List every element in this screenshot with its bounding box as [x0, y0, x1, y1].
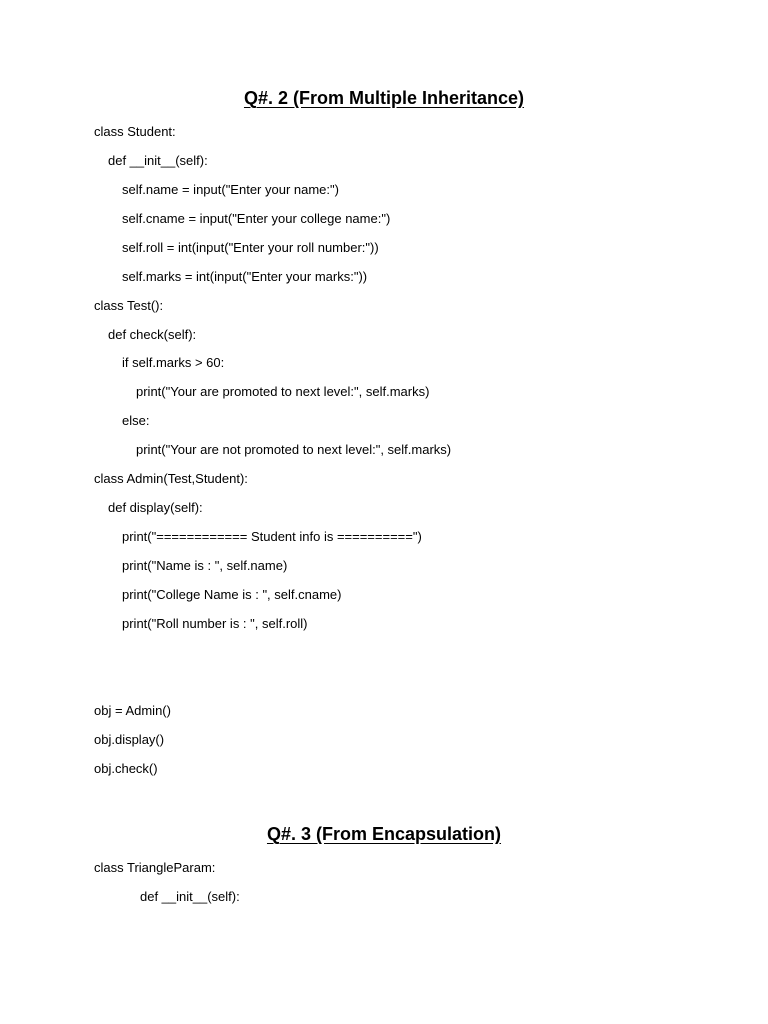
code-line: print("College Name is : ", self.cname) — [122, 587, 342, 602]
code-line: class Admin(Test,Student): — [94, 471, 248, 486]
code-line: class Student: — [94, 124, 176, 139]
section-heading-q2: Q#. 2 (From Multiple Inheritance) — [243, 88, 525, 108]
code-line: self.name = input("Enter your name:") — [122, 182, 339, 197]
code-line: def display(self): — [108, 500, 203, 515]
code-line: def __init__(self): — [108, 153, 208, 168]
code-line: else: — [122, 413, 150, 428]
code-line: self.roll = int(input("Enter your roll number:")) — [122, 240, 379, 255]
code-line: if self.marks > 60: — [122, 355, 225, 370]
code-line: print("Your are not promoted to next level:", self.marks) — [136, 442, 452, 457]
code-line: print("Name is : ", self.name) — [122, 558, 288, 573]
code-line: obj = Admin() — [94, 703, 171, 718]
code-line: print("============ Student info is ==========") — [122, 529, 422, 544]
code-line: self.marks = int(input("Enter your marks:")) — [122, 269, 368, 284]
code-line: self.cname = input("Enter your college name:") — [122, 211, 391, 226]
code-line: obj.check() — [94, 761, 158, 776]
code-line: def check(self): — [108, 327, 197, 342]
code-line: def __init__(self): — [140, 889, 240, 904]
code-line: print("Your are promoted to next level:", self.marks) — [136, 384, 430, 399]
code-line: class Test(): — [94, 298, 164, 313]
code-line: obj.display() — [94, 732, 165, 747]
code-line: print("Roll number is : ", self.roll) — [122, 616, 308, 631]
section-heading-q3: Q#. 3 (From Encapsulation) — [266, 824, 502, 844]
code-line: class TriangleParam: — [94, 860, 216, 875]
